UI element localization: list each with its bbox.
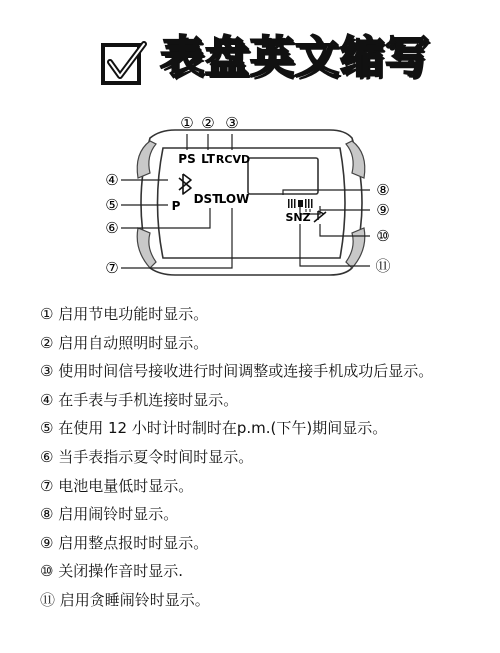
indicator-lt: LT — [201, 152, 215, 166]
legend-item-8: ⑧ 启用闹铃时显示。 — [40, 505, 179, 524]
indicator-snz: SNZ — [285, 211, 311, 224]
legend-list — [40, 300, 490, 615]
callout-1: ① — [180, 114, 194, 132]
indicator-rcvd: RCVD — [215, 153, 251, 166]
indicator-dst: DST — [193, 192, 221, 206]
mute-icon — [314, 211, 326, 222]
watch-face-diagram — [0, 108, 500, 288]
alarm-bars-icon — [288, 199, 313, 208]
checked-box-icon — [100, 40, 148, 88]
callout-6: ⑥ — [105, 219, 119, 237]
legend-item-2: ② 启用自动照明时显示。 — [40, 333, 209, 352]
callout-5: ⑤ — [105, 196, 119, 214]
page-title — [0, 22, 500, 102]
legend-item-9: ⑨ 启用整点报时时显示。 — [40, 533, 209, 552]
legend-item-1: ① 启用节电功能时显示。 — [40, 305, 209, 323]
callout-4: ④ — [105, 171, 119, 189]
callout-9: ⑨ — [376, 201, 390, 219]
indicator-low: LOW — [218, 192, 250, 206]
bluetooth-icon — [179, 174, 191, 194]
legend-item-3: ③ 使用时间信号接收进行时间调整或连接手机成功后显示。 — [40, 362, 434, 381]
callout-2: ② — [201, 114, 215, 132]
callout-3: ③ — [225, 114, 239, 132]
legend-item-6: ⑥ 当手表指示夏令时间时显示。 — [40, 447, 254, 466]
legend-item-5: ⑤ 在使用 12 小时计时制时在p.m.(下午)期间显示。 — [40, 419, 388, 438]
callout-8: ⑧ — [376, 181, 390, 199]
legend-item-11: ⑪ 启用贪睡闹铃时显示。 — [40, 590, 210, 609]
indicator-p: P — [171, 199, 181, 213]
legend-item-7: ⑦ 电池电量低时显示。 — [40, 476, 194, 495]
title-text: 表盘英文缩写 — [160, 32, 430, 83]
legend-item-10: ⑩ 关闭操作音时显示. — [40, 562, 183, 581]
legend-item-4: ④ 在手表与手机连接时显示。 — [40, 390, 239, 409]
callout-10: ⑩ — [376, 227, 390, 245]
callout-7: ⑦ — [105, 259, 119, 277]
indicator-ps: PS — [178, 152, 196, 166]
callout-11: ⑪ — [375, 257, 391, 275]
